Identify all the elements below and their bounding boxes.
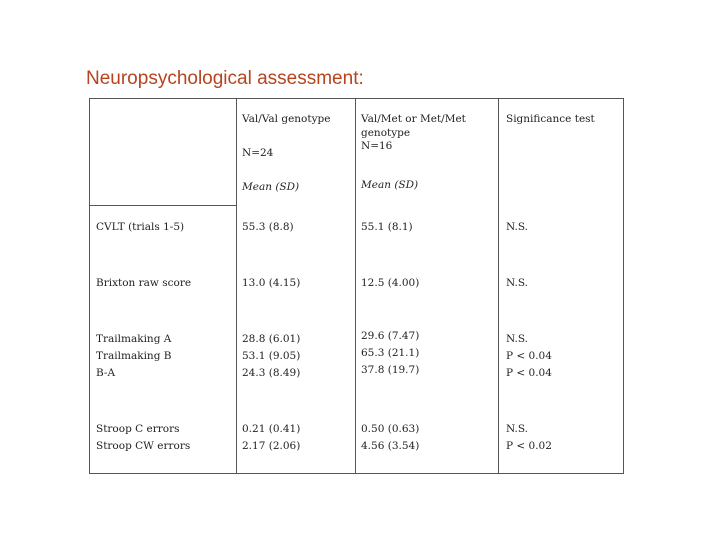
header-val-val-n: N=24 [242, 147, 274, 159]
value-line: 0.21 (0.41) [242, 423, 301, 435]
header-val-val-stat: Mean (SD) [242, 181, 300, 193]
row-val-met [361, 328, 419, 379]
row-significance: N.S. [506, 221, 529, 233]
header-val-val-label: Val/Val genotype [242, 113, 331, 125]
row-val-met: 55.1 (8.1) [361, 221, 413, 233]
row-significance: N.S. [506, 277, 529, 289]
value-line: 28.8 (6.01) [242, 333, 301, 345]
slide-title: Neuropsychological assessment: [86, 68, 364, 89]
header-divider [90, 205, 236, 206]
row-significance [506, 331, 552, 382]
measure-line: Trailmaking A [96, 333, 172, 345]
header-val-met [361, 113, 466, 154]
measure-line: Stroop CW errors [96, 440, 191, 452]
row-measure [96, 421, 190, 455]
header-significance: Significance test [506, 113, 595, 125]
row-measure [96, 331, 171, 382]
column-divider [498, 99, 499, 473]
row-val-val: 13.0 (4.15) [242, 277, 301, 289]
row-val-val [242, 421, 300, 455]
row-val-val [242, 331, 300, 382]
row-val-met [361, 421, 419, 455]
value-line: N.S. [506, 333, 529, 345]
column-divider [236, 99, 237, 473]
row-val-met: 12.5 (4.00) [361, 277, 420, 289]
header-val-met-label-line1: Val/Met or Met/Met [361, 113, 466, 125]
value-line: 4.56 (3.54) [361, 440, 420, 452]
value-line: P < 0.04 [506, 367, 552, 379]
row-val-val: 55.3 (8.8) [242, 221, 294, 233]
value-line: P < 0.04 [506, 350, 552, 362]
column-divider [355, 99, 356, 473]
value-line: 65.3 (21.1) [361, 347, 420, 359]
row-measure: Brixton raw score [96, 277, 192, 289]
value-line: P < 0.02 [506, 440, 552, 452]
value-line: 53.1 (9.05) [242, 350, 301, 362]
value-line: N.S. [506, 423, 529, 435]
value-line: 37.8 (19.7) [361, 364, 420, 376]
row-measure: CVLT (trials 1-5) [96, 221, 185, 233]
value-line: 29.6 (7.47) [361, 330, 420, 342]
measure-line: Trailmaking B [96, 350, 172, 362]
measure-line: Stroop C errors [96, 423, 180, 435]
results-table [89, 98, 624, 474]
header-val-met-n: N=16 [361, 140, 393, 152]
value-line: 0.50 (0.63) [361, 423, 420, 435]
header-val-met-label-line2: genotype [361, 126, 411, 139]
row-significance [506, 421, 552, 455]
measure-line: B-A [96, 367, 116, 379]
header-val-met-stat: Mean (SD) [361, 179, 419, 191]
value-line: 2.17 (2.06) [242, 440, 301, 452]
value-line: 24.3 (8.49) [242, 367, 301, 379]
